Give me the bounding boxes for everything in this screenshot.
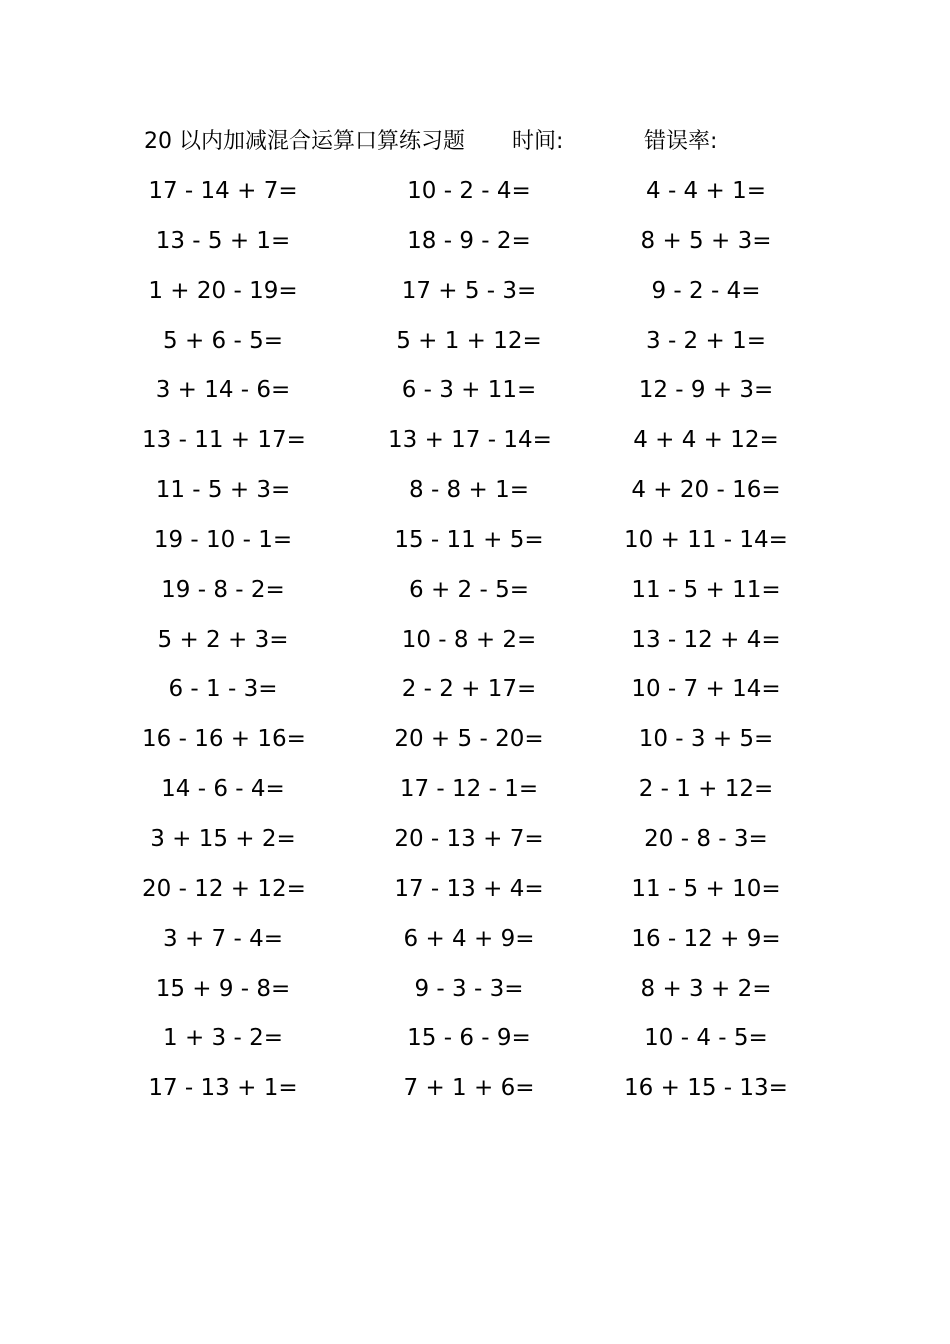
math-problem: 10 - 7 + 14= bbox=[631, 676, 781, 703]
problem-row bbox=[0, 173, 950, 223]
math-problem: 5 + 2 + 3= bbox=[157, 626, 289, 653]
problem-row bbox=[0, 223, 950, 273]
math-problem: 10 - 2 - 4= bbox=[407, 178, 531, 204]
problem-row bbox=[0, 273, 950, 323]
math-problem: 17 - 14 + 7= bbox=[148, 178, 298, 204]
math-problem: 10 - 3 + 5= bbox=[638, 726, 774, 753]
problem-row bbox=[0, 1020, 950, 1070]
math-problem: 13 + 17 - 14= bbox=[388, 427, 552, 454]
math-problem: 3 - 2 + 1= bbox=[646, 327, 766, 354]
worksheet-title: 20 以内加减混合运算口算练习题 bbox=[144, 129, 465, 154]
math-problem: 1 + 3 - 2= bbox=[163, 1025, 283, 1052]
math-problem: 11 - 5 + 3= bbox=[155, 477, 291, 504]
problem-row bbox=[0, 323, 950, 373]
math-problem: 6 - 3 + 11= bbox=[401, 377, 537, 404]
math-problem: 10 + 11 - 14= bbox=[624, 526, 788, 553]
problem-row bbox=[0, 372, 950, 422]
math-problem: 11 - 5 + 10= bbox=[631, 875, 781, 902]
math-problem: 13 - 5 + 1= bbox=[155, 227, 291, 254]
math-problem: 17 - 13 + 1= bbox=[148, 1075, 298, 1102]
math-problem: 4 + 4 + 12= bbox=[633, 427, 779, 454]
math-problem: 15 - 6 - 9= bbox=[407, 1025, 531, 1052]
problem-row bbox=[0, 522, 950, 572]
math-problem: 6 + 4 + 9= bbox=[403, 925, 535, 952]
math-problem: 8 + 5 + 3= bbox=[640, 227, 772, 254]
math-problem: 6 - 1 - 3= bbox=[168, 676, 278, 703]
math-problem: 18 - 9 - 2= bbox=[407, 227, 531, 254]
math-problem: 19 - 8 - 2= bbox=[161, 576, 285, 603]
problem-row bbox=[0, 971, 950, 1021]
math-problem: 7 + 1 + 6= bbox=[403, 1075, 535, 1102]
math-problem: 8 - 8 + 1= bbox=[409, 477, 529, 504]
problem-row bbox=[0, 771, 950, 821]
math-problem: 17 - 13 + 4= bbox=[394, 875, 544, 902]
math-problem: 4 + 20 - 16= bbox=[631, 477, 781, 504]
math-problem: 10 - 4 - 5= bbox=[644, 1025, 768, 1052]
math-problem: 3 + 14 - 6= bbox=[155, 377, 291, 404]
problem-row bbox=[0, 721, 950, 771]
math-problem: 9 - 3 - 3= bbox=[414, 975, 524, 1002]
math-problem: 2 - 2 + 17= bbox=[401, 676, 537, 703]
math-problem: 20 - 13 + 7= bbox=[394, 825, 544, 852]
problem-row bbox=[0, 422, 950, 472]
math-problem: 20 + 5 - 20= bbox=[394, 726, 544, 753]
math-problem: 12 - 9 + 3= bbox=[638, 377, 774, 404]
math-problem: 1 + 20 - 19= bbox=[148, 277, 298, 304]
problem-row bbox=[0, 622, 950, 672]
math-problem: 19 - 10 - 1= bbox=[153, 526, 293, 553]
math-problem: 17 + 5 - 3= bbox=[401, 277, 537, 304]
problem-row bbox=[0, 871, 950, 921]
problem-row bbox=[0, 821, 950, 871]
math-problem: 5 + 6 - 5= bbox=[163, 327, 283, 354]
math-problem: 10 - 8 + 2= bbox=[401, 626, 537, 653]
worksheet-header bbox=[0, 126, 950, 158]
problem-row bbox=[0, 472, 950, 522]
error-rate-label: 错误率: bbox=[644, 129, 718, 154]
math-problem: 13 - 11 + 17= bbox=[142, 427, 306, 454]
math-problem: 13 - 12 + 4= bbox=[631, 626, 781, 653]
math-problem: 6 + 2 - 5= bbox=[409, 576, 529, 603]
math-problem: 8 + 3 + 2= bbox=[640, 975, 772, 1002]
math-problem: 15 + 9 - 8= bbox=[155, 975, 291, 1002]
math-problem: 17 - 12 - 1= bbox=[399, 776, 539, 803]
math-problem: 3 + 15 + 2= bbox=[150, 825, 296, 852]
math-problem: 11 - 5 + 11= bbox=[631, 576, 781, 603]
time-label: 时间: bbox=[512, 129, 564, 154]
math-problem: 20 - 12 + 12= bbox=[142, 875, 306, 902]
math-problem: 2 - 1 + 12= bbox=[638, 776, 774, 803]
math-problem: 3 + 7 - 4= bbox=[163, 925, 283, 952]
math-problem: 20 - 8 - 3= bbox=[644, 825, 768, 852]
problem-row bbox=[0, 572, 950, 622]
math-problem: 16 + 15 - 13= bbox=[624, 1075, 788, 1102]
math-problem: 9 - 2 - 4= bbox=[651, 277, 761, 304]
math-problem: 16 - 12 + 9= bbox=[631, 925, 781, 952]
math-problem: 5 + 1 + 12= bbox=[396, 327, 542, 354]
problem-row bbox=[0, 1070, 950, 1120]
problem-row bbox=[0, 921, 950, 971]
math-problem: 14 - 6 - 4= bbox=[161, 776, 285, 803]
math-problem: 16 - 16 + 16= bbox=[142, 726, 306, 753]
problem-grid bbox=[0, 173, 950, 1120]
math-problem: 4 - 4 + 1= bbox=[646, 178, 766, 204]
math-problem: 15 - 11 + 5= bbox=[394, 526, 544, 553]
problem-row bbox=[0, 671, 950, 721]
